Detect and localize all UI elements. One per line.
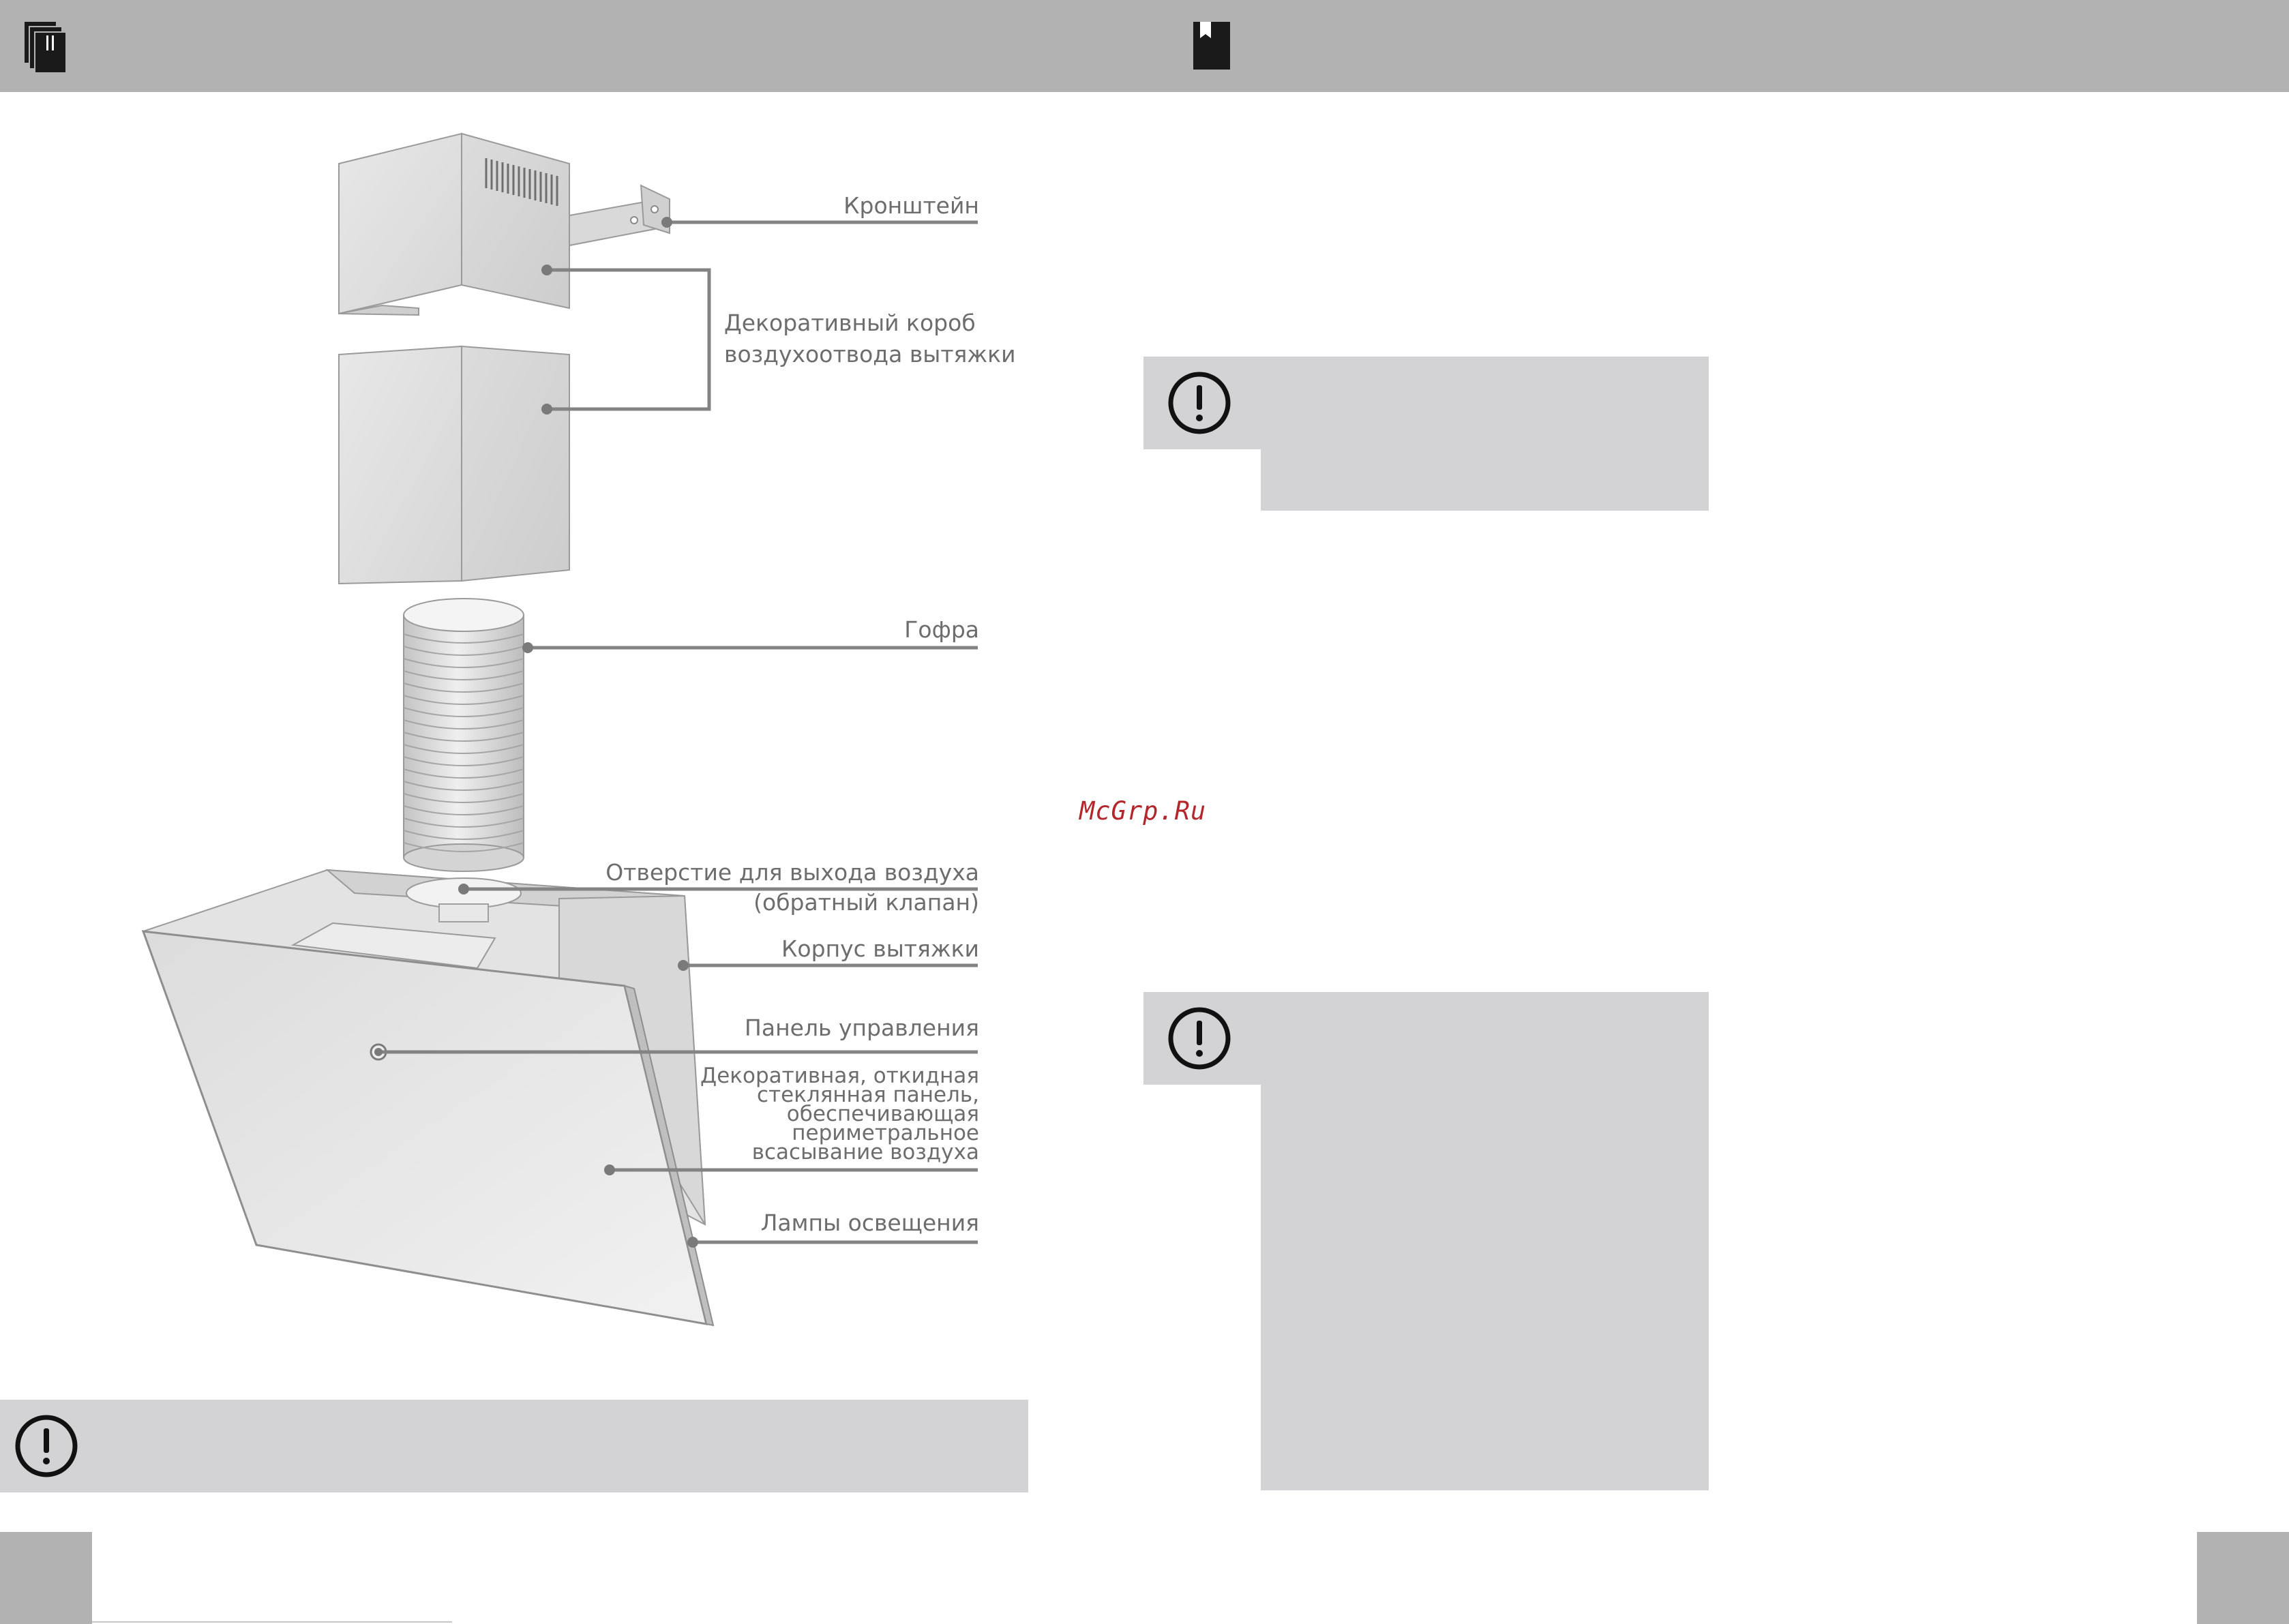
label-glass-panel-line4: периметральное — [792, 1121, 979, 1145]
wall-bracket — [569, 185, 670, 245]
exclamation-circle-icon — [1167, 370, 1232, 436]
label-glass-panel-line2: стеклянная панель, — [757, 1083, 979, 1107]
warning-box-2 — [1143, 992, 1709, 1490]
label-decorative-box-line1: Декоративный короб — [724, 310, 976, 336]
warning-box-1 — [1143, 357, 1709, 511]
glass-panel — [143, 931, 713, 1325]
label-control-panel: Панель управления — [745, 1014, 979, 1041]
label-bracket: Кронштейн — [843, 192, 979, 219]
footer-page-tab-right — [2197, 1532, 2289, 1624]
exclamation-circle-icon — [1167, 1006, 1232, 1071]
label-glass-panel-line5: всасывание воздуха — [751, 1140, 979, 1164]
corrugated-duct — [404, 599, 524, 871]
warning-box-bottom-left — [0, 1400, 1028, 1492]
footer-page-tab-left — [0, 1532, 92, 1624]
label-decorative-box-line2: воздухоотвода вытяжки — [724, 341, 1016, 367]
label-hood-body: Корпус вытяжки — [781, 935, 979, 962]
label-corrugated-duct: Гофра — [904, 616, 979, 643]
warning-panel — [0, 1400, 1028, 1492]
label-air-outlet-line1: Отверстие для выхода воздуха — [605, 859, 979, 886]
warning-panel — [1261, 357, 1709, 511]
label-glass-panel-line1: Декоративная, откидная — [700, 1064, 979, 1088]
label-glass-panel-line3: обеспечивающая — [786, 1102, 979, 1126]
footer-rule — [92, 1621, 452, 1623]
exclamation-circle-icon — [14, 1413, 79, 1479]
label-lamps: Лампы освещения — [760, 1209, 979, 1236]
label-air-outlet-line2: (обратный клапан) — [753, 889, 979, 916]
upper-decorative-box — [339, 134, 569, 315]
warning-panel — [1261, 992, 1709, 1490]
watermark: McGrp.Ru — [1079, 796, 1207, 826]
lower-decorative-box — [339, 346, 569, 584]
